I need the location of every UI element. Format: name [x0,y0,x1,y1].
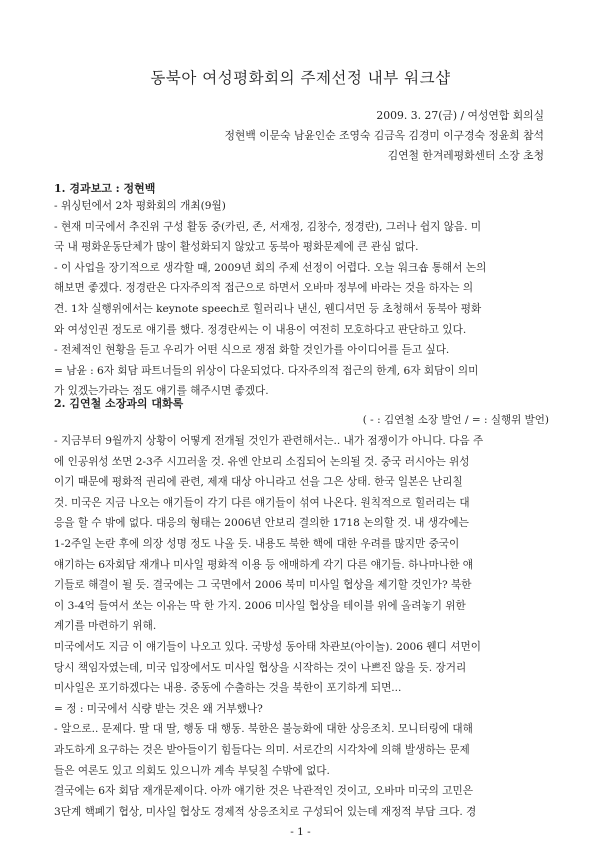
text-line: 에 인공위성 쏘면 2-3주 시끄러울 것. 유엔 안보리 소집되어 논의될 것. 중국 러시아는 위성 [54,455,470,468]
text-line: 결국에는 6자 회담 재개문제이다. 아까 얘기한 것은 낙관적인 것이고, 오바마 미국의 고민은 [54,785,473,798]
text-line: - 전체적인 현황을 듣고 우리가 어떤 식으로 쟁점 화할 것인가를 아이디어를 듣고 싶다. [54,344,450,357]
text-line: 이 3-4억 들여서 쏘는 이유는 딱 한 가지. 2006 미사일 협상을 테이블 위에 올려놓기 위한 [54,599,466,612]
text-line: - 위싱턴에서 2차 평화회의 개최(9월) [54,200,226,212]
text-line: 국 내 평화운동단체가 많이 활성화되지 않았고 동북아 평화문제에 큰 관심 없다. [54,241,419,254]
text-line: = 남윤 : 6자 회담 파트너들의 위상이 다운되었다. 다자주의적 접근의 한계, 6자 회담이 의미 [54,364,479,377]
text-line: 해보면 좋겠다. 정경란은 다자주의적 접근으로 하면서 오바마 정부에 바라는 것을 하자는 의 [54,282,474,295]
document-title: 동북아 여성평화회의 주제선정 내부 워크샵 [150,69,451,87]
text-line: - 지금부터 9월까지 상황이 어떻게 전개될 것인가 관련해서는.. 내가 점쟁이가 아니다. 다음 주 [54,435,484,447]
text-line: 와 여성인권 정도로 얘기를 했다. 정경란씨는 이 내용이 여전히 모호하다고 판단하고 있다. [54,323,467,336]
section2-body [54,431,548,822]
text-line: 들은 여론도 있고 의회도 있으니까 계속 부딪칠 수밖에 없다. [54,764,330,777]
text-line: = 정 : 미국에서 식량 받는 것은 왜 거부했나? [54,702,263,715]
text-line: 미국에서도 지금 이 얘기들이 나오고 있다. 국방성 동아태 차관보(아이놀). 2006 웬디 셔먼이 [54,640,481,653]
text-line: - 현재 미국에서 추진위 구성 활동 중(카린, 존, 서재정, 김창수, 정경란), 그러나 쉽지 않음. 미 [54,220,482,233]
text-line: 견. 1차 실행위에서는 keynote speech로 힐러리나 낸신, 웬디셔먼 등 초청해서 동북아 평화 [54,302,482,315]
text-line: 기들로 해결이 될 듯. 결국에는 그 국면에서 2006 북미 미사일 협상을 제기할 것인가? 북한 [54,579,472,592]
text-line: 계기를 마련하기 위해. [54,620,157,633]
text-line: - 이 사업을 장기적으로 생각할 때, 2009년 회의 주제 선정이 어렵다. 오늘 워크숍 통해서 논의 [54,261,487,274]
text-line: 얘기하는 6자회담 재개나 미사일 평화적 이용 등 애매하게 각기 다른 얘기들. 하나마나한 얘 [54,558,473,571]
attendees: 정현백 이문숙 남윤인순 조영숙 김금옥 김경미 이구경숙 정윤희 참석 [224,129,544,142]
text-line: - 알으로.. 문제다. 딸 대 딸, 행동 대 행동. 북한은 불능화에 대한 상응조치. 모니터링에 대해 [54,723,473,736]
text-line: 이기 때문에 평화적 권리에 관련, 제재 대상 아니라고 선을 그은 상태. 한국 일본은 난리칠 [54,476,463,489]
section1-body [54,196,548,402]
text-line: 1-2주일 논란 후에 의장 성명 정도 나올 듯. 내용도 북한 핵에 대한 우려를 많지만 중국이 [54,537,460,550]
speaker-legend: ( - : 김연철 소장 발언 / = : 실행위 발언) [362,414,549,426]
text-line: 과도하게 요구하는 것은 받아들이기 힘들다는 의미. 서로간의 시각차에 의해 발생하는 문제 [54,743,470,756]
text-line: 가 있겠는가라는 점도 얘기를 해주시면 좋겠다. [54,385,269,398]
invited-speaker: 김연철 한겨레평화센터 소장 초청 [387,149,544,162]
section1-heading: 1. 경과보고 : 정현백 [54,182,156,195]
text-line: 것. 미국은 지금 나오는 얘기들이 각기 다른 얘기들이 섞여 나온다. 원칙적으로 힐러리는 대 [54,496,470,509]
page-number: - 1 - [290,826,311,838]
meeting-date-location: 2009. 3. 27(금) / 여성연합 회의실 [376,109,544,122]
text-line: 응을 할 수 밖에 없다. 대응의 형태는 2006년 안보리 결의한 1718 논의할 것. 내 생각에는 [54,517,469,530]
text-line: 3단계 핵폐기 협상, 미사일 협상도 경제적 상응조치로 구성되어 있는데 재정적 부담 크다. 경 [54,805,477,818]
text-line: 당시 책임자였는데, 미국 입장에서도 미사일 협상을 시작하는 것이 나쁘진 않을 듯. 장거리 [54,661,467,674]
section2-heading: 2. 김연철 소장과의 대화록 [54,397,184,410]
text-line: 미사일은 포기하겠다는 내용. 중동에 수출하는 것을 북한이 포기하게 되면... [54,682,402,695]
